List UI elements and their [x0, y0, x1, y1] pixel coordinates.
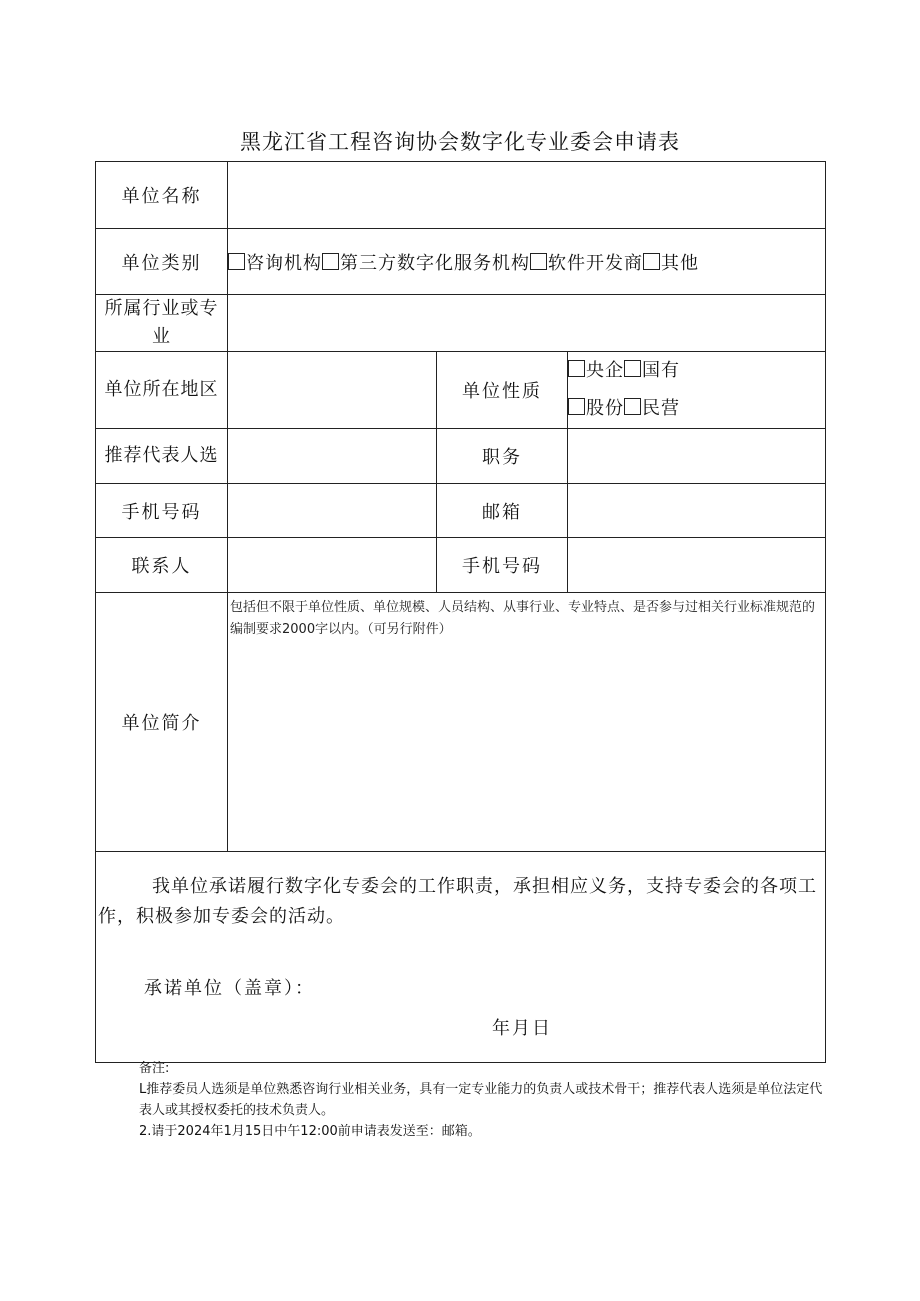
option-joint-stock: 股份 — [586, 398, 624, 419]
date-label: 年月日 — [492, 1018, 552, 1039]
option-private: 民营 — [642, 398, 680, 419]
email-label: 邮箱 — [437, 484, 568, 538]
checkbox-software-dev[interactable] — [530, 253, 547, 270]
note-item-2: 2.请于2024年1月15日中午12:00前申请表发送至：邮箱。 — [139, 1124, 481, 1139]
mobile-field[interactable] — [228, 484, 437, 538]
option-central-soe: 央企 — [586, 360, 624, 381]
unit-name-field[interactable] — [228, 162, 826, 229]
option-software-dev: 软件开发商 — [548, 252, 643, 274]
option-state-owned: 国有 — [642, 360, 680, 381]
nature-label: 单位性质 — [437, 352, 568, 429]
option-third-party: 第三方数字化服务机构 — [340, 252, 530, 274]
contact-mobile-field[interactable] — [568, 538, 826, 593]
notes-section — [139, 1058, 829, 1142]
page-title: 黑龙江省工程咨询协会数字化专业委会申请表 — [240, 130, 680, 154]
seal-label: 承诺单位（盖章）： — [144, 978, 315, 999]
representative-label: 推荐代表人选 — [96, 429, 228, 484]
region-label: 单位所在地区 — [96, 352, 228, 429]
note-item-1: L推荐委员人选须是单位熟悉咨询行业相关业务，具有一定专业能力的负责人或技术骨干；推荐代表人选须是单位法定代表人或其授权委托的技术负责人。 — [139, 1082, 823, 1118]
unit-name-label: 单位名称 — [96, 162, 228, 229]
industry-label: 所属行业或专业 — [96, 295, 228, 352]
industry-field[interactable] — [228, 295, 826, 352]
intro-hint: 包括但不限于单位性质、单位规模、人员结构、从事行业、专业特点、是否参与过相关行业标准规范的编制要求2000字以内。（可另行附件） — [230, 600, 816, 637]
checkbox-consulting[interactable] — [228, 253, 245, 270]
checkbox-third-party[interactable] — [322, 253, 339, 270]
notes-heading: 备注: — [139, 1061, 170, 1076]
pledge-text: 我单位承诺履行数字化专委会的工作职责，承担相应义务，支持专委会的各项工作，积极参加专委会的活动。 — [98, 876, 817, 927]
checkbox-central-soe[interactable] — [568, 360, 585, 377]
option-other: 其他 — [661, 252, 699, 274]
representative-field[interactable] — [228, 429, 437, 484]
contact-mobile-label: 手机号码 — [437, 538, 568, 593]
option-consulting: 咨询机构 — [246, 252, 322, 274]
checkbox-other[interactable] — [643, 253, 660, 270]
checkbox-state-owned[interactable] — [624, 360, 641, 377]
unit-type-label: 单位类别 — [96, 229, 228, 295]
intro-label: 单位简介 — [96, 593, 228, 852]
unit-type-options — [228, 229, 826, 295]
contact-label: 联系人 — [96, 538, 228, 593]
email-field[interactable] — [568, 484, 826, 538]
intro-field[interactable] — [228, 593, 826, 852]
region-field[interactable] — [228, 352, 437, 429]
mobile-label: 手机号码 — [96, 484, 228, 538]
checkbox-joint-stock[interactable] — [568, 398, 585, 415]
position-field[interactable] — [568, 429, 826, 484]
nature-options — [568, 352, 826, 429]
checkbox-private[interactable] — [624, 398, 641, 415]
position-label: 职务 — [437, 429, 568, 484]
pledge-section — [96, 852, 826, 1063]
application-form-table — [95, 161, 826, 1063]
contact-field[interactable] — [228, 538, 437, 593]
